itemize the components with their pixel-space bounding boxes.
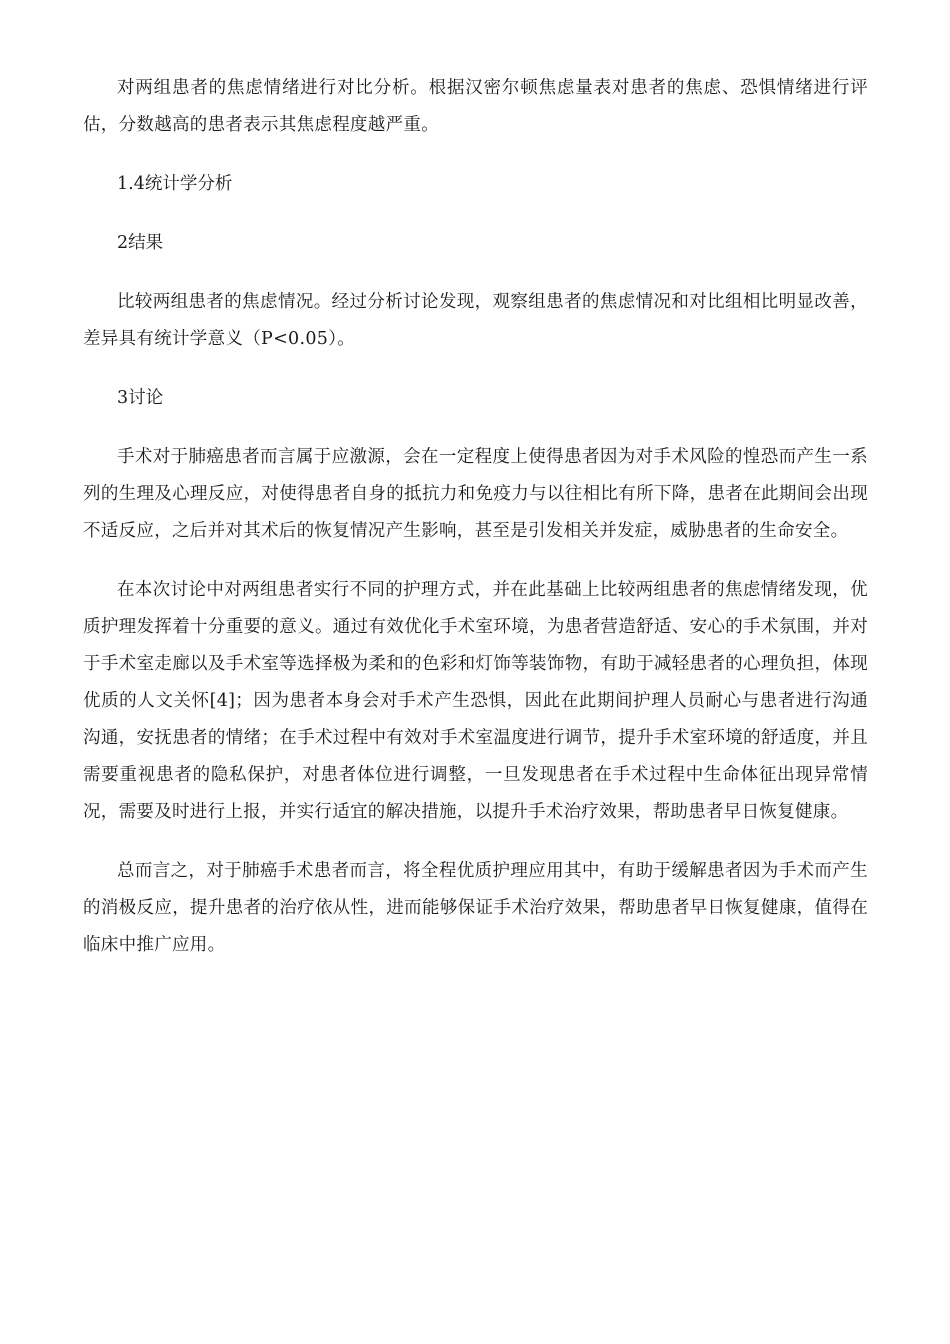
paragraph-discussion-nursing: 在本次讨论中对两组患者实行不同的护理方式，并在此基础上比较两组患者的焦虑情绪发现，优质护理发挥着十分重要的意义。通过有效优化手术室环境，为患者营造舒适、安心的手术氛围，并对于手术室走廊以及手术室等选择极为柔和的色彩和灯饰等装饰物，有助于减轻患者的心理负担，体现优质的人文关怀[4]；因为患者本身会对手术产生恐惧，因此在此期间护理人员耐心与患者进行沟通沟通，安抚患者的情绪；在手术过程中有效对手术室温度进行调节，提升手术室环境的舒适度，并且需要重视患者的隐私保护，对患者体位进行调整，一旦发现患者在手术过程中生命体征出现异常情况，需要及时进行上报，并实行适宜的解决措施，以提升手术治疗效果，帮助患者早日恢复健康。 (83, 580, 868, 822)
paragraph-discussion-stress: 手术对于肺癌患者而言属于应激源，会在一定程度上使得患者因为对手术风险的惶恐而产生一系列的生理及心理反应，对使得患者自身的抵抗力和免疫力与以往相比有所下降，患者在此期间会出现不适反应，之后并对其术后的恢复情况产生影响，甚至是引发相关并发症，威胁患者的生命安全。 (83, 447, 868, 541)
paragraph-conclusion: 总而言之，对于肺癌手术患者而言，将全程优质护理应用其中，有助于缓解患者因为手术而产生的消极反应，提升患者的治疗依从性，进而能够保证手术治疗效果，帮助患者早日恢复健康，值得在临床中推广应用。 (83, 861, 868, 955)
paragraph-results: 比较两组患者的焦虑情况。经过分析讨论发现，观察组患者的焦虑情况和对比组相比明显改善，差异具有统计学意义（P<0.05）。 (83, 292, 868, 349)
paragraph-anxiety-comparison: 对两组患者的焦虑情绪进行对比分析。根据汉密尔顿焦虑量表对患者的焦虑、恐惧情绪进行评估，分数越高的患者表示其焦虑程度越严重。 (83, 78, 868, 135)
heading-statistical-analysis: 1.4统计学分析 (117, 174, 233, 194)
document-page (83, 70, 868, 986)
heading-results: 2结果 (117, 233, 164, 253)
heading-discussion: 3讨论 (117, 388, 164, 408)
